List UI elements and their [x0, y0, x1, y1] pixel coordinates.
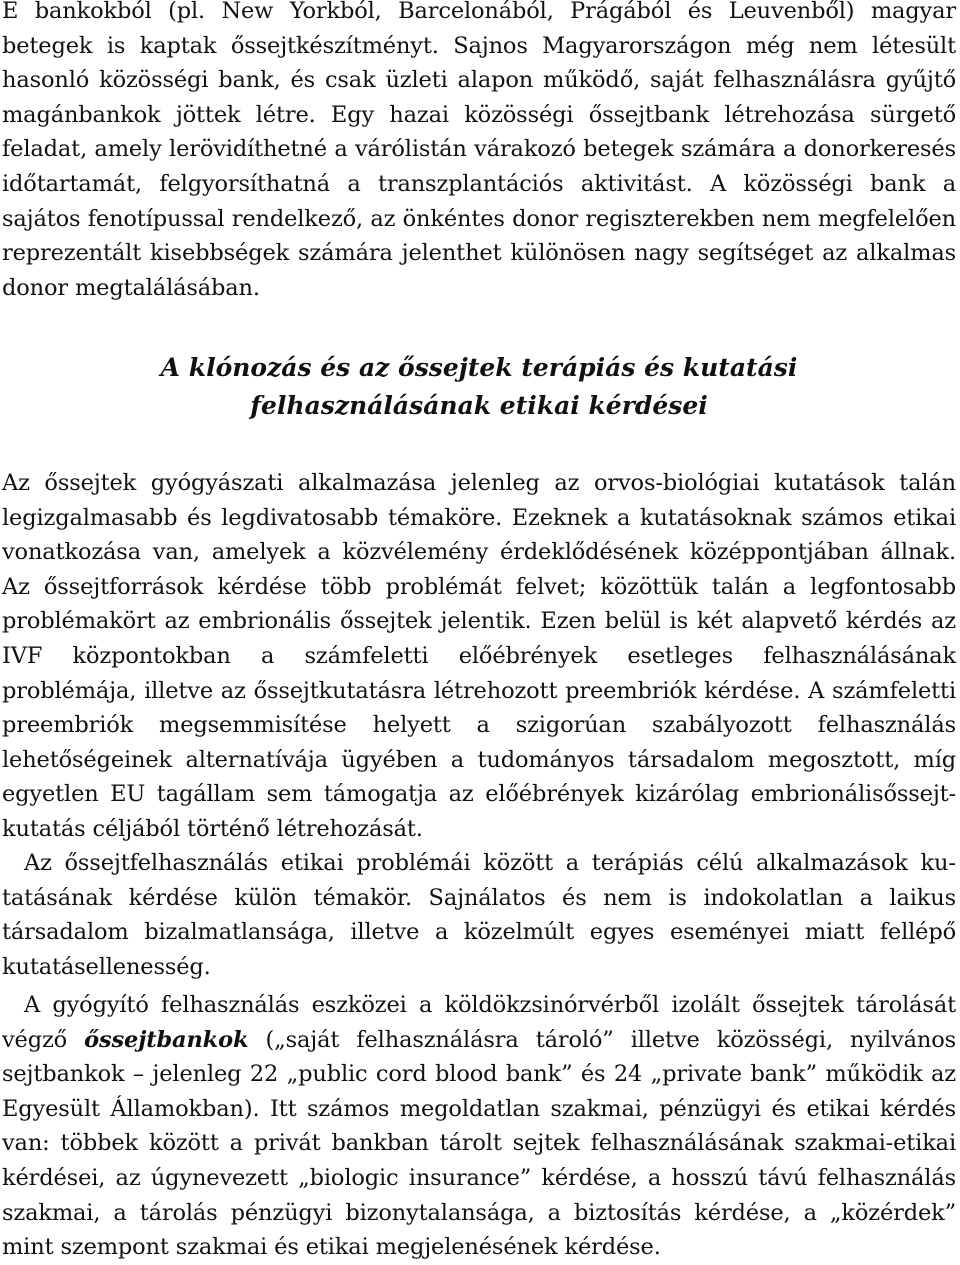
- paragraph-3-text-after: („saját felhasználásra tároló” illetve közösségi, nyilvános sejtbankok – jelenleg 22 „public cord blood bank” és 24 „private bank” működik az Egyesült Államokban). Itt számos megoldatlan szakmai, pénzügyi és etikai kérdés van: többek között a privát bankban tárolt sejtek felhasználásának szakmai-etikai kérdései, az úgynevezett „biologic insurance” kérdése, a hosszú távú felhasználás szakmai, a tárolás pénzügyi bizonytalansága, a biztosítás kérdése, a „közérdek” mint szempont szakmai és etikai megjelenésének kérdése.: [2, 1026, 956, 1261]
- section-paragraph-2: Az őssejtfelhasználás etikai problémái között a terápiás célú alkalmazások kutatásának kérdése külön témakör. Sajnálatos és nem is indokolatlan a laikus társadalom bizalmatlansága, illetve a közelmúlt egyes eseményei miatt fellépő kutatásellenesség.: [2, 850, 956, 980]
- section-heading-line-2: felhasználásának etikai kérdései: [250, 391, 708, 420]
- section-paragraph-1: Az őssejtek gyógyászati alkalmazása jelenleg az orvos-biológiai kutatások talán legizgalmasabb és legdivatosabb témaköre. Ezeknek a kutatásoknak számos etikai vonatkozása van, amelyek a közvélemény érdeklődésének középpontjában állnak. Az őssejtforrások kérdése több problémát felvet; közöttük talán a legfontosabb problémakört az embrionális őssejtek jelentik. Ezen belül is két alapvető kérdés az IVF központokban a számfeletti előébrények esetleges felhasználásának problémája, illetve az őssejtkutatásra létrehozott preembriók kérdése. A számfeletti preembriók megsemmisítése helyett a szigorúan szabályozott felhasználás lehetőségeinek alternatívája ügyében a tudományos társadalom megosztott, míg egyetlen EU tagállam sem támogatja az előébrények kizárólag embrionálisőssejt-kutatás céljából történő létrehozását.: [2, 470, 956, 842]
- section-heading-line-1: A klónozás és az őssejtek terápiás és kutatási: [160, 353, 798, 382]
- emphasized-term: őssejtbankok: [84, 1026, 249, 1053]
- intro-paragraph: E bankokból (pl. New Yorkból, Barcelonából, Prágából és Leuvenből) magyar betegek is kaptak őssejtkészítményt. Sajnos Magyarországon még nem létesült hasonló közösségi bank, és csak üzleti alapon működő, saját felhasználásra gyűjtő magánbankok jöttek létre. Egy hazai közösségi őssejtbank létrehozása sürgető feladat, amely lerövidíthetné a várólistán várakozó betegek számára a donorkeresés időtartamát, felgyorsíthatná a transzplantációs aktivitást. A közösségi bank a sajátos fenotípussal rendelkező, az önkéntes donor regiszterekben nem megfelelően reprezentált kisebbségek számára jelenthet különösen nagy segítséget az alkalmas donor megtalálásában.: [2, 0, 956, 301]
- section-paragraph-3: [2, 988, 956, 1265]
- paragraph-3-text-before: A gyógyító felhasználás eszközei a köldökzsinórvérből izolált őssejtek tárolását végző: [2, 992, 956, 1053]
- section-heading: [2, 349, 956, 425]
